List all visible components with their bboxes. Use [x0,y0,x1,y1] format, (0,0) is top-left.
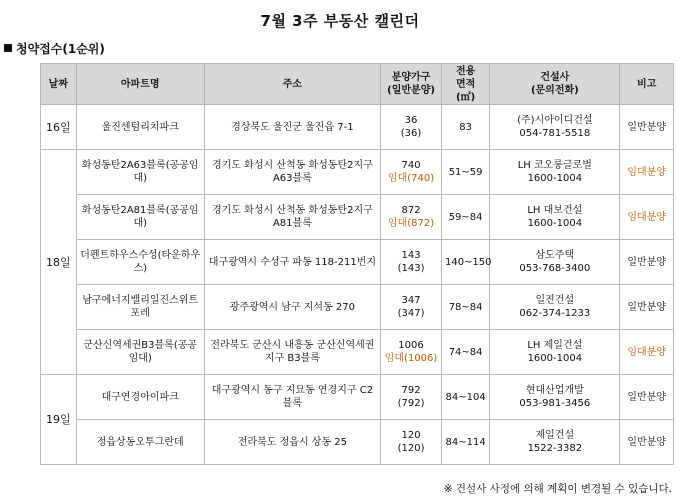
area: 59~84 [441,195,489,240]
units-cell [381,285,442,330]
apt-name: 군산신역세권B3블록(공공임대) [76,330,204,375]
builder-phone: 054-781-5518 [519,128,591,139]
apt-name: 울진센텀리치파크 [76,105,204,150]
units-general: (143) [397,263,425,274]
units-total: 872 [401,205,421,216]
note-cell: 일반분양 [620,375,674,420]
table-row [41,330,674,375]
header-builder-line1: 건설사 [540,72,570,83]
address: 전라북도 군산시 내흥동 군산신역세권지구 B3블록 [204,330,380,375]
header-note: 비고 [620,64,674,105]
section-heading [4,40,105,57]
address: 광주광역시 남구 지석동 270 [204,285,380,330]
units-total: 740 [401,160,421,171]
header-units [381,64,442,105]
units-cell [381,195,442,240]
units-total: 347 [401,295,421,306]
units-general: (120) [397,443,425,454]
area: 78~84 [441,285,489,330]
units-general: (792) [397,398,425,409]
units-cell [381,330,442,375]
header-area-line2: 면적 [455,78,476,90]
units-general: (36) [400,128,422,139]
note-cell: 임대분양 [620,150,674,195]
section-label: 청약접수(1순위) [16,42,105,56]
header-area-line1: 전용 [455,65,476,77]
units-cell [381,375,442,420]
builder-phone: 053-768-3400 [519,263,591,274]
builder-cell [490,195,620,240]
area: 140~150 [441,240,489,285]
apt-name: 남구에너지밸리일진스위트포레 [76,285,204,330]
header-builder [490,64,620,105]
area: 84~104 [441,375,489,420]
builder-name: LH 제일건설 [527,340,583,351]
units-cell [381,105,442,150]
builder-phone: 1600-1004 [527,218,583,229]
units-general: 임대(872) [387,218,435,229]
note-cell: 일반분양 [620,420,674,465]
area: 51~59 [441,150,489,195]
units-cell [381,150,442,195]
note-cell: 임대분양 [620,195,674,240]
address: 경기도 화성시 산척동 화성동탄2지구 A81블록 [204,195,380,240]
units-total: 143 [401,250,421,261]
builder-name: (주)시아이디건설 [517,115,593,126]
builder-phone: 1600-1004 [527,353,583,364]
units-cell [381,420,442,465]
builder-name: 일진건설 [535,295,575,306]
units-general: (347) [397,308,425,319]
builder-name: LH 코오롱글로벌 [517,160,592,171]
builder-phone: 1600-1004 [527,173,583,184]
calendar-table [40,63,674,465]
header-area-line3: (㎡) [456,91,476,103]
builder-cell [490,105,620,150]
builder-phone: 053-981-3456 [519,398,591,409]
builder-name: 현대산업개발 [525,385,584,396]
header-area [441,64,489,105]
builder-name: 제일건설 [535,430,575,441]
area: 84~114 [441,420,489,465]
builder-cell [490,240,620,285]
address: 대구광역시 수성구 파동 118-211번지 [204,240,380,285]
address: 경상북도 울진군 울진읍 7-1 [204,105,380,150]
address: 전라북도 정읍시 상동 25 [204,420,380,465]
apt-name: 화성동탄2A81블록(공공임대) [76,195,204,240]
units-total: 1006 [398,340,424,351]
builder-cell [490,330,620,375]
units-total: 36 [404,115,418,126]
builder-cell [490,285,620,330]
units-general: 임대(1006) [384,353,438,364]
builder-cell [490,375,620,420]
apt-name: 화성동탄2A63블록(공공임대) [76,150,204,195]
units-general: 임대(740) [387,173,435,184]
apt-name: 정읍상동오투그란데 [76,420,204,465]
date-cell: 19일 [41,375,77,465]
area: 83 [441,105,489,150]
apt-name: 대구연경아이파크 [76,375,204,420]
square-bullet-icon [4,44,12,52]
units-total: 120 [401,430,421,441]
builder-phone: 1522-3382 [527,443,583,454]
builder-name: 삼도주택 [535,250,575,261]
header-date: 날짜 [41,64,77,105]
note-cell: 일반분양 [620,240,674,285]
table-row [41,195,674,240]
builder-cell [490,420,620,465]
footnote: ※ 건설사 사정에 의해 계획이 변경될 수 있습니다. [443,483,672,495]
table-row [41,150,674,195]
builder-name: LH 대보건설 [527,205,583,216]
header-address: 주소 [204,64,380,105]
header-builder-line2: (문의전화) [530,85,579,96]
table-row [41,105,674,150]
header-units-line2: (일반분양) [387,85,435,96]
header-units-line1: 분양가구 [391,72,431,83]
apt-name: 더펜트하우스수성(타운하우스) [76,240,204,285]
note-cell: 일반분양 [620,105,674,150]
table-row [41,420,674,465]
units-total: 792 [401,385,421,396]
page-title: 7월 3주 부동산 캘린더 [260,12,420,30]
date-cell: 16일 [41,105,77,150]
header-apt: 아파트명 [76,64,204,105]
header-row [41,64,674,105]
builder-phone: 062-374-1233 [519,308,591,319]
date-cell: 18일 [41,150,77,375]
table-row [41,240,674,285]
note-cell: 임대분양 [620,330,674,375]
table-row [41,375,674,420]
table-row [41,285,674,330]
address: 경기도 화성시 산척동 화성동탄2지구 A63블록 [204,150,380,195]
address: 대구광역시 동구 지묘동 연경지구 C2블록 [204,375,380,420]
note-cell: 일반분양 [620,285,674,330]
area: 74~84 [441,330,489,375]
builder-cell [490,150,620,195]
units-cell [381,240,442,285]
